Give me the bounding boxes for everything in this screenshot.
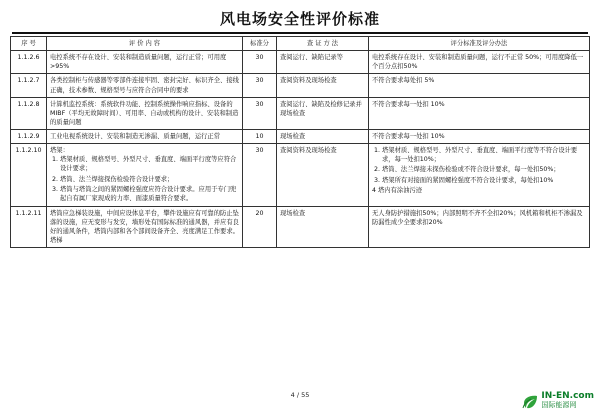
row-score: 30 [243,74,277,97]
row-rule: 无人身防护措施扣50%；内部照明不齐不全扣20%；风机箱和机柜不渗漏及防漏性成少全要求扣20% [369,206,590,248]
row-no: 1.1.2.8 [11,97,47,129]
row-no: 1.1.2.7 [11,74,47,97]
row-method: 查阅运行、缺陷及检修记录并现场检查 [277,97,369,129]
table-row [11,130,590,144]
row-method: 查阅资料及现场检查 [277,144,369,207]
list-item: 1. 塔架材质、规格型号、外型尺寸、垂直度、端面平行度等不符合设计要求，每一处扣10%； [382,146,586,164]
row-item: 计算机监控系统：系统软件功能、控制系统操作响应指标、设备的MIBF（平均无故障时间）、可用率、自动或机构的设计、安装和制造的质量问题 [47,97,243,129]
row-no: 1.1.2.9 [11,130,47,144]
list-item: 2. 塔筒、法兰焊接探伤检验符合设计要求； [60,175,239,184]
row-rule: 电控系统存在设计、安装和制造质量问题，运行不正常 50%；可用度降低一个百分点扣50% [369,51,590,74]
column-header-item: 评 价 内 容 [47,37,243,51]
evaluation-table [10,36,590,248]
row-no: 1.1.2.6 [11,51,47,74]
row-item-intro: 塔架： [50,147,69,155]
row-rule-list [372,146,586,185]
row-rule [369,144,590,207]
watermark [522,392,594,409]
column-header-no: 序 号 [11,37,47,51]
watermark-brand: IN-EN.com [541,391,594,402]
row-score: 10 [243,130,277,144]
row-score: 20 [243,206,277,248]
list-item: 3. 塔筒与塔筒之间的紧固螺栓强度应符合设计要求。应用于专门兜起自有属厂家现成的力率、面漆质量符合要求。 [60,185,239,203]
row-item: 电控系统不存在设计、安装和制造质量问题，运行正常；可用度>95% [47,51,243,74]
row-item: 塔筒应急梯装设施，中间应设体息平台，攀件设施应有可靠的防止坠落的设施，应无变形与发安，墙形处有国际标准的通风器，并应有良好的通风条件，塔筒内部和各个部间设备齐全、亮度满足工作要求。塔梯 [47,206,243,248]
page-footer: 4 / 55 [290,391,310,399]
table-header-row [11,37,590,51]
row-item-list [50,155,239,203]
row-item [47,144,243,207]
page-title: 风电场安全性评价标准 [12,6,588,34]
row-method: 现场检查 [277,130,369,144]
table-row [11,74,590,97]
watermark-text [541,392,594,409]
list-item: 3. 塔架所有对接面的紧固螺栓强度不符合设计要求，每处扣10% [382,176,586,185]
row-rule: 不符合要求每处扣 5% [369,74,590,97]
list-item: 1. 塔架材质、规格型号、外型尺寸、垂直度、端面平行度等应符合设计要求； [60,155,239,173]
row-no: 1.1.2.11 [11,206,47,248]
row-item: 各类控制柜与传感器等零部件连接牢固、密封完好、标识齐全、接线正确，技术参数、规格型号与应符合合同中的要求 [47,74,243,97]
row-method: 现场检查 [277,206,369,248]
watermark-sub: 国际能源网 [541,400,577,409]
row-no: 1.1.2.10 [11,144,47,207]
row-item: 工业电视系统设计、安装和制造无渗漏、质量问题，运行正常 [47,130,243,144]
table-row [11,206,590,248]
row-rule-extra: 4 塔内有涂油污迹 [372,186,423,194]
list-item: 2. 塔筒、法兰焊接未探伤检验或不符合设计要求，每一处扣50%； [382,165,586,174]
table-row [11,144,590,207]
row-method: 查阅资料及现场检查 [277,74,369,97]
row-rule: 不符合要求每一处扣 10% [369,130,590,144]
row-method: 查阅运行、缺陷记录等 [277,51,369,74]
row-score: 30 [243,51,277,74]
table-header [11,37,590,51]
column-header-score: 标准分 [243,37,277,51]
row-score: 30 [243,97,277,129]
table-row [11,97,590,129]
leaf-icon [522,394,538,408]
table-row [11,51,590,74]
row-rule: 不符合要求每一处扣 10% [369,97,590,129]
column-header-method: 查 证 方 法 [277,37,369,51]
row-score: 30 [243,144,277,207]
column-header-rule: 评分标准及评分办法 [369,37,590,51]
